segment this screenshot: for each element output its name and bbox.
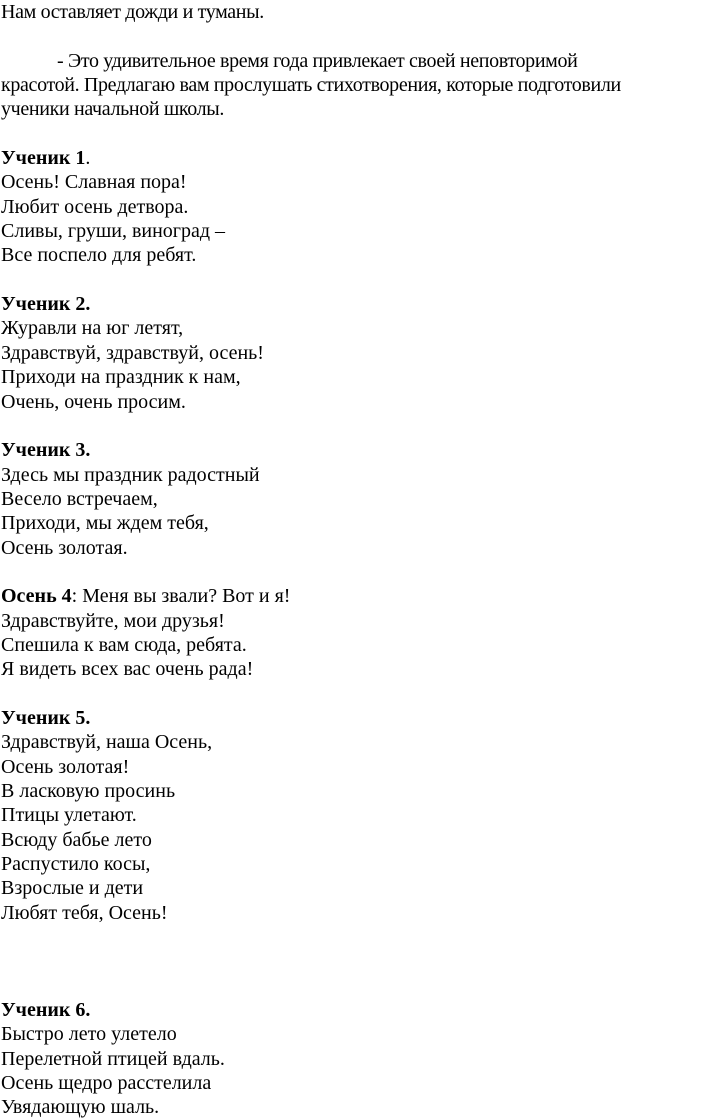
intro-paragraph-line: красотой. Предлагаю вам прослушать стихотворения, которые подготовили [1,74,621,97]
speaker-name: Ученик 3. [1,439,91,462]
poem-section [1,414,621,560]
poem-line: Любит осень детвора. [1,195,189,218]
speaker-name: Ученик 2. [1,293,91,316]
poem-line: Любят тебя, Осень! [1,901,168,924]
poem-sections [1,122,621,1120]
poem-line: Приходи на праздник к нам, [1,366,241,389]
poem-line: Увядающую шаль. [1,1096,160,1119]
poem-line: Осень щедро расстелила [1,1072,212,1095]
poem-line: Взрослые и дети [1,877,144,900]
poem-line: Здравствуй, наша Осень, [1,731,213,754]
heading-suffix: . [85,147,91,170]
speaker-name: Ученик 6. [1,999,91,1022]
poem-line: Всюду бабье лето [1,828,152,851]
poem-line: Весело встречаем, [1,487,158,510]
poem-line: Здравствуй, здравствуй, осень! [1,341,264,364]
document-body [1,0,621,1120]
poem-line: Приходи, мы ждем тебя, [1,512,209,535]
poem-line: Очень, очень просим. [1,390,186,413]
poem-section [1,925,621,1120]
section-heading [1,584,621,608]
poem-section [1,560,621,682]
intro-paragraph-line: ученики начальной школы. [1,98,225,121]
poem-line: Сливы, груши, виноград – [1,220,226,243]
poem-line: Осень! Славная пора! [1,171,187,194]
speaker-name: Ученик 5. [1,706,91,729]
poem-line: Распустило косы, [1,853,151,876]
poem-line: Журавли на юг летят, [1,317,184,340]
section-heading [1,706,621,730]
poem-line: Осень золотая. [1,536,128,559]
poem-line: Здравствуйте, мои друзья! [1,609,225,632]
speaker-name: Ученик 1 [1,147,86,170]
poem-line: Здесь мы праздник радостный [1,463,260,486]
poem-line: Осень золотая! [1,755,130,778]
section-heading [1,438,621,462]
poem-section [1,122,621,268]
poem-line: Спешила к вам сюда, ребята. [1,633,247,656]
poem-line: Все поспело для ребят. [1,244,197,267]
speaker-name: Осень 4 [1,585,72,608]
poem-section [1,682,621,925]
section-heading [1,292,621,316]
intro-paragraph-line: - Это удивительное время года привлекает своей неповторимой [57,49,578,72]
section-heading [1,998,621,1022]
poem-line: Я видеть всех вас очень рада! [1,658,254,681]
poem-line: В ласковую просинь [1,780,176,802]
poem-line: Перелетной птицей вдаль. [1,1047,225,1070]
poem-line: Быстро лето улетело [1,1023,177,1046]
section-heading [1,146,621,170]
poem-line: Птицы улетают. [1,804,137,827]
heading-suffix: : Меня вы звали? Вот и я! [71,585,291,608]
intro-first-line: Нам оставляет дожди и туманы. [1,1,264,23]
poem-section [1,268,621,414]
